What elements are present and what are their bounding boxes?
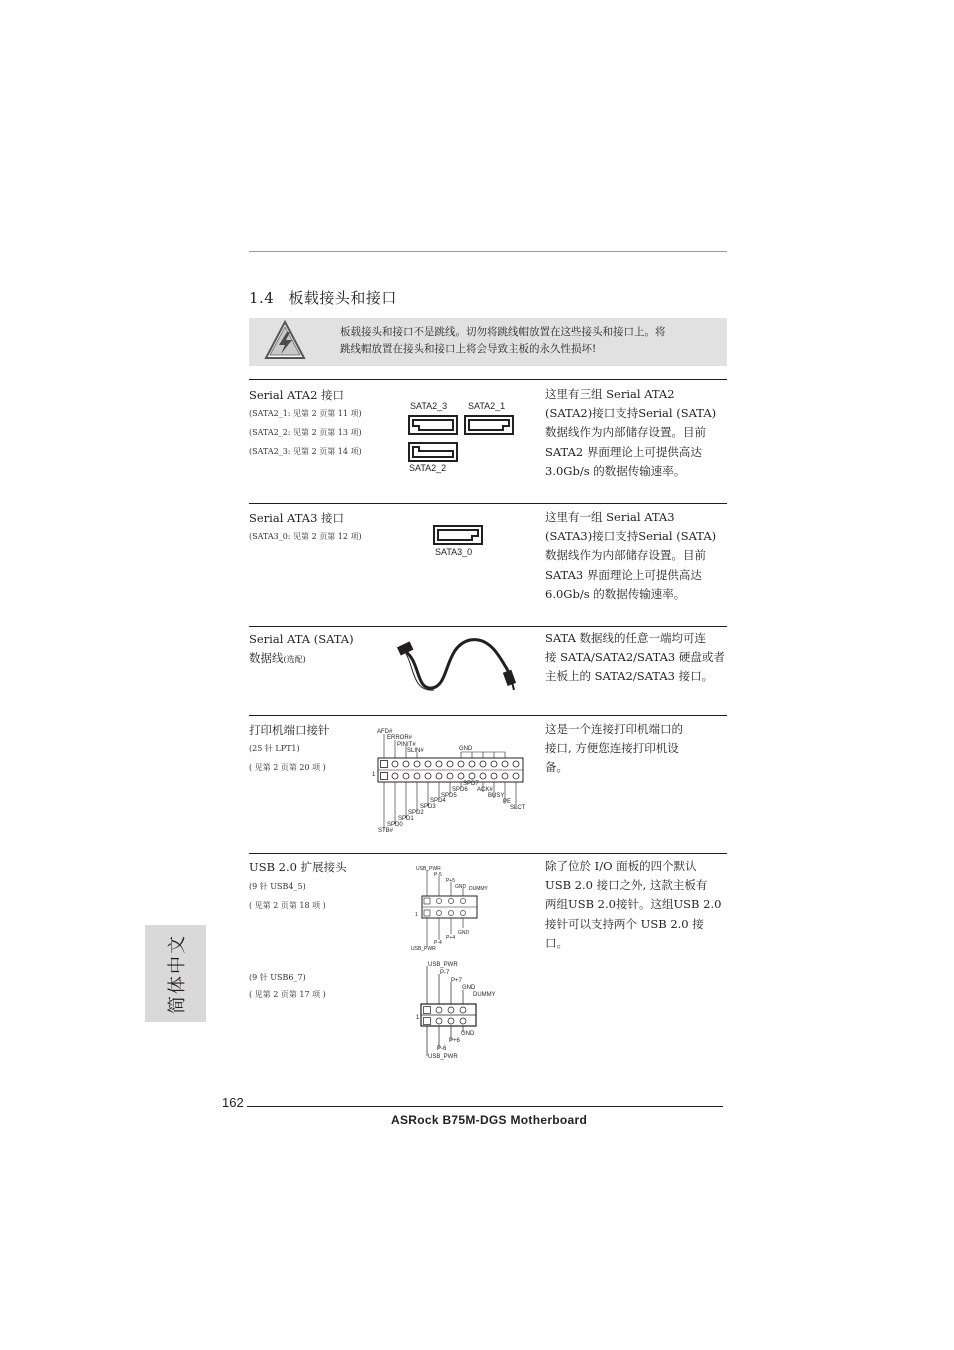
pin-label: AFD# [377,729,393,735]
desc-line: SATA2 界面理论上可提供高达 [545,444,702,459]
desc-line: 两组USB 2.0接针。这组USB 2.0 [545,897,722,912]
sata3-description [545,508,728,604]
row-divider [249,715,727,716]
pin-label: SPD3 [420,804,436,810]
desc-line: 数据线作为内部储存设置。目前 [545,548,706,563]
sata3-0-label: SATA3_0 [435,547,473,557]
pin1-label: 1 [416,1015,420,1021]
pin-label: USB_PWR [428,962,458,968]
printer-description [545,720,728,778]
desc-line: (SATA3)接口支持Serial (SATA) [545,529,717,544]
sata2-3-connector-icon [408,415,458,435]
pin-label: USB_PWR [411,946,436,952]
page-number: 162 [222,1095,244,1110]
sata-cable-image [392,632,522,694]
warning-box [249,318,727,366]
usb67-header-diagram [418,966,480,1058]
sata2-title: Serial ATA2 接口 [249,388,345,402]
pin-label: DUMMY [469,886,488,892]
usb-description [545,857,728,953]
pin-label: SPD4 [430,798,446,804]
sata2-3-label: SATA2_3 [410,401,448,411]
pin-label: DUMMY [473,992,496,998]
section-number: 1.4 [249,289,275,307]
usb-a-ref-1: (9 针 USB4_5) [249,882,306,891]
pin-label: SPD2 [408,810,424,816]
cable-title-word: 数据线 [249,651,284,665]
desc-line: 3.0Gb/s 的数据传输速率。 [545,463,686,478]
pin-label: SPD6 [452,787,468,793]
warning-line-1: 板载接头和接口不是跳线。切勿将跳线帽放置在这些接头和接口上。将 [340,326,666,338]
sata3-0-connector-icon [433,525,483,545]
desc-line: 6.0Gb/s 的数据传输速率。 [545,586,686,601]
pin-label: STB# [378,828,394,834]
section-title [249,287,397,308]
pin-label: GND [461,1031,475,1037]
sata3-title: Serial ATA3 接口 [249,511,345,525]
warning-line-2: 跳线帽放置在接头和接口上将会导致主板的永久性损坏! [340,343,597,355]
footer-rule [247,1106,723,1107]
pin-label: P-4 [434,940,442,946]
cable-title-2 [249,648,306,670]
pin-label: SPD0 [387,822,403,828]
desc-line: SATA 数据线的任意一端均可连 [545,631,707,645]
desc-line: 口。 [545,935,568,950]
printer-ref-2: ( 见第 2 页第 20 项 ) [249,763,326,772]
row-divider [249,503,727,504]
pin-label: SLIN# [407,748,424,754]
side-tab-label: 简体中文 [166,933,188,1014]
usb-a-ref-2: ( 见第 2 页第 18 项 ) [249,901,326,910]
desc-line: 主板上的 SATA2/SATA3 接口。 [545,669,714,684]
pin-label: P-5 [434,872,442,878]
section-heading: 板载接头和接口 [288,289,397,307]
sata2-2-connector-icon [408,442,458,462]
sata2-description [545,385,728,481]
row-divider [249,853,727,854]
sata2-1-label: SATA2_1 [468,401,506,411]
pin-label: SPD7 [463,781,479,787]
pin-label: SPD1 [398,816,414,822]
footer-title: ASRock B75M-DGS Motherboard [391,1113,588,1127]
pin-label: ACK# [477,787,493,793]
pin-label: PE [503,799,512,805]
desc-line: 备。 [545,760,568,775]
sata2-2-label: SATA2_2 [409,463,447,473]
printer-title: 打印机端口接针 [249,723,330,737]
sata2-ref-2: (SATA2_2: 见第 2 页第 13 项) [249,428,362,437]
pin-label: BUSY [488,793,505,799]
printer-ref-1: (25 针 LPT1) [249,744,300,753]
desc-line: 除了位於 I/O 面板的四个默认 [545,859,697,873]
desc-line: 这里有三组 Serial ATA2 [545,387,675,401]
usb-title: USB 2.0 扩展接头 [249,860,347,874]
pin1-label: 1 [372,772,376,778]
cable-title: Serial ATA (SATA) [249,632,354,646]
desc-line: 接口, 方便您连接打印机设 [545,741,679,756]
row-divider [249,626,727,627]
pin-label: USB_PWR [428,1054,458,1060]
pin-label: P-7 [440,970,450,976]
pin-label: USB_PWR [416,866,441,872]
desc-line: (SATA2)接口支持Serial (SATA) [545,406,717,421]
pin-label: GND [455,884,467,890]
desc-line: 这里有一组 Serial ATA3 [545,510,675,524]
desc-line: 数据线作为内部储存设置。目前 [545,425,706,440]
desc-line: SATA3 界面理论上可提供高达 [545,567,702,582]
pin-label: P-6 [437,1046,447,1052]
language-side-tab [145,925,206,1022]
pin-label: GND [458,930,470,936]
pin-label: P+7 [451,978,462,984]
sata2-1-connector-icon [464,415,514,435]
sata2-ref-3: (SATA2_3: 见第 2 页第 14 项) [249,447,362,456]
usb-b-ref-1: (9 针 USB6_7) [249,973,306,982]
cable-description [545,629,728,687]
sata3-ref-1: (SATA3_0: 见第 2 页第 12 项) [249,532,362,541]
row-divider [249,379,727,380]
cable-optional: (选配) [283,655,306,664]
desc-line: USB 2.0 接口之外, 这款主板有 [545,878,708,893]
sata2-ref-1: (SATA2_1: 见第 2 页第 11 项) [249,409,362,418]
pin-label: ERROR# [387,735,413,741]
pin-label: PINIT# [397,742,416,748]
desc-line: 这是一个连接打印机端口的 [545,722,683,736]
pin-label: GND [459,746,473,752]
pin-label: P+6 [449,1038,460,1044]
pin-label: P+5 [446,878,456,884]
warning-icon [264,320,306,362]
pin-label: SLCT [510,805,526,811]
pin-label: SPD5 [441,793,457,799]
top-rule [249,251,727,252]
desc-line: 接 SATA/SATA2/SATA3 硬盘或者 [545,650,725,665]
usb-b-ref-2: ( 见第 2 页第 17 项 ) [249,990,326,999]
pin-label: GND [462,985,476,991]
desc-line: 接针可以支持两个 USB 2.0 接 [545,916,704,931]
pin-label: P+4 [446,935,456,941]
pin1-label: 1 [415,912,418,918]
